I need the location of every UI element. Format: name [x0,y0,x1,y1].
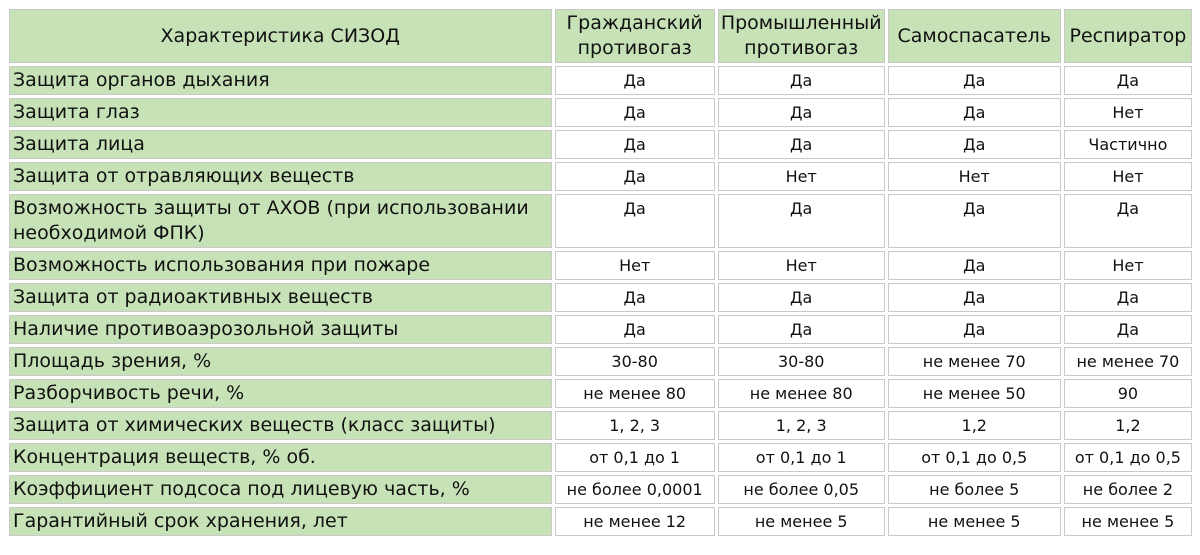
cell-value: 1, 2, 3 [555,411,715,440]
comparison-table [6,6,1195,539]
cell-value: не менее 70 [888,347,1061,376]
cell-value: 90 [1064,379,1192,408]
cell-value: Да [1064,315,1192,344]
cell-value: от 0,1 до 1 [555,443,715,472]
table-row [9,162,1192,191]
cell-value: Нет [718,162,885,191]
header-industrial-gas-mask: Промышленный противогаз [718,9,885,63]
cell-value: не менее 5 [888,507,1061,536]
cell-value: Да [718,130,885,159]
cell-value: не менее 50 [888,379,1061,408]
cell-value: Нет [888,162,1061,191]
table-row [9,411,1192,440]
cell-value: Да [555,283,715,312]
cell-value: 1, 2, 3 [718,411,885,440]
row-label: Гарантийный срок хранения, лет [9,507,552,536]
cell-value: не более 2 [1064,475,1192,504]
row-label: Возможность использования при пожаре [9,251,552,280]
cell-value: Да [1064,283,1192,312]
cell-value: Нет [1064,162,1192,191]
cell-value: Да [555,194,715,248]
cell-value: Да [1064,66,1192,95]
cell-value: Да [888,130,1061,159]
cell-value: не менее 80 [555,379,715,408]
cell-value: Да [888,98,1061,127]
cell-value: Частично [1064,130,1192,159]
cell-value: Нет [1064,98,1192,127]
cell-value: 30-80 [555,347,715,376]
cell-value: не менее 80 [718,379,885,408]
cell-value: Да [718,315,885,344]
cell-value: Да [555,98,715,127]
cell-value: Да [718,98,885,127]
cell-value: от 0,1 до 0,5 [888,443,1061,472]
header-civil-gas-mask: Гражданский противогаз [555,9,715,63]
cell-value: Да [888,315,1061,344]
row-label: Наличие противоаэрозольной защиты [9,315,552,344]
cell-value: 1,2 [888,411,1061,440]
cell-value: Да [718,194,885,248]
cell-value: Да [555,162,715,191]
cell-value: Да [888,283,1061,312]
table-row [9,379,1192,408]
table-row [9,283,1192,312]
row-label: Защита лица [9,130,552,159]
cell-value: не менее 70 [1064,347,1192,376]
header-row [9,9,1192,63]
table-row [9,347,1192,376]
cell-value: Да [888,66,1061,95]
header-characteristic: Характеристика СИЗОД [9,9,552,63]
row-label: Защита от радиоактивных веществ [9,283,552,312]
cell-value: 1,2 [1064,411,1192,440]
table-row [9,98,1192,127]
cell-value: Да [718,66,885,95]
cell-value: 30-80 [718,347,885,376]
cell-value: не менее 12 [555,507,715,536]
row-label: Площадь зрения, % [9,347,552,376]
row-label: Защита органов дыхания [9,66,552,95]
row-label: Концентрация веществ, % об. [9,443,552,472]
cell-value: Да [555,66,715,95]
cell-value: не менее 5 [718,507,885,536]
table-row [9,66,1192,95]
table-row [9,130,1192,159]
cell-value: Да [555,130,715,159]
cell-value: не менее 5 [1064,507,1192,536]
cell-value: от 0,1 до 1 [718,443,885,472]
cell-value: Да [718,283,885,312]
table-row [9,475,1192,504]
cell-value: от 0,1 до 0,5 [1064,443,1192,472]
cell-value: Нет [1064,251,1192,280]
header-respirator: Респиратор [1064,9,1192,63]
table-row [9,443,1192,472]
cell-value: Нет [555,251,715,280]
row-label: Защита от отравляющих веществ [9,162,552,191]
cell-value: не более 0,0001 [555,475,715,504]
row-label: Возможность защиты от АХОВ (при использовании необходимой ФПК) [9,194,552,248]
header-self-rescuer: Самоспасатель [888,9,1061,63]
cell-value: Да [888,251,1061,280]
table-row [9,194,1192,248]
table-row [9,507,1192,536]
table-row [9,251,1192,280]
cell-value: Да [888,194,1061,248]
cell-value: не более 0,05 [718,475,885,504]
cell-value: Да [1064,194,1192,248]
cell-value: не более 5 [888,475,1061,504]
cell-value: Да [555,315,715,344]
cell-value: Нет [718,251,885,280]
row-label: Защита глаз [9,98,552,127]
row-label: Защита от химических веществ (класс защиты) [9,411,552,440]
table-row [9,315,1192,344]
row-label: Коэффициент подсоса под лицевую часть, % [9,475,552,504]
row-label: Разборчивость речи, % [9,379,552,408]
